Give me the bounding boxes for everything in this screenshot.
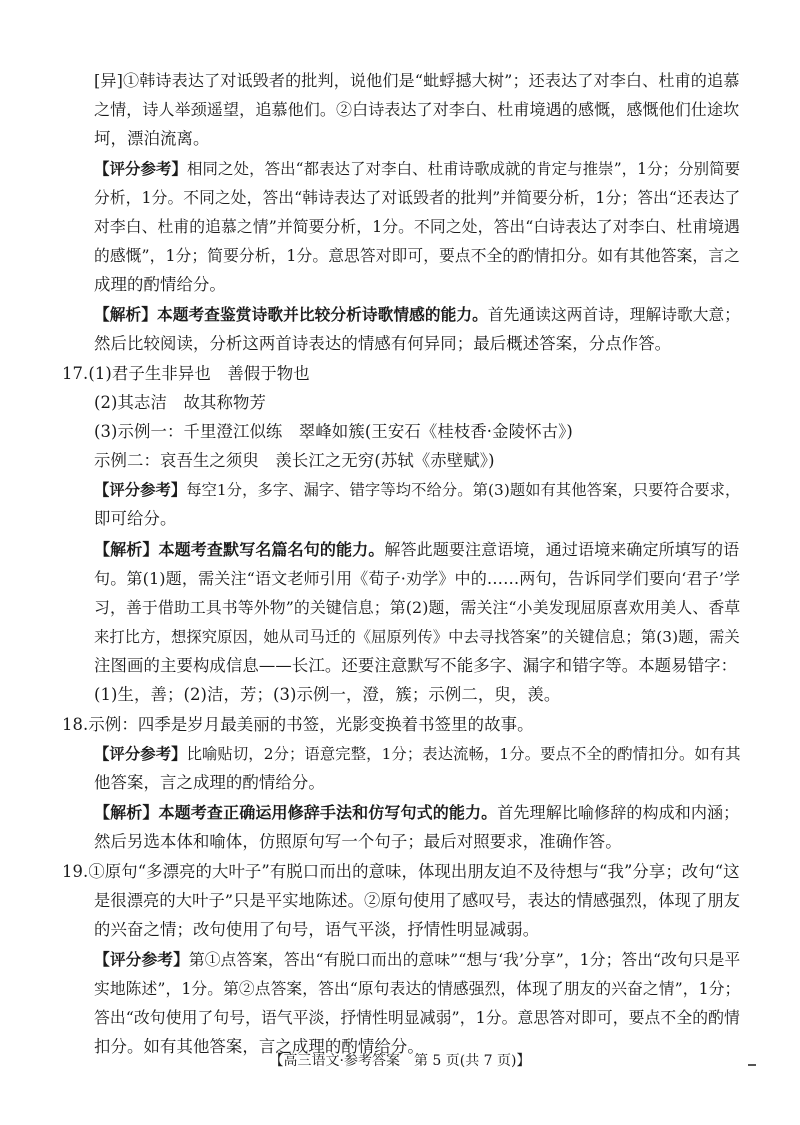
text-line xyxy=(94,509,176,529)
line-text: 坷，漂泊流离。 xyxy=(94,129,210,148)
line-text: 扣分。如有其他答案，言之成理的酌情给分。 xyxy=(94,1037,424,1056)
text-line xyxy=(94,217,740,237)
line-text: 对李白、杜甫的追慕之情”并简要分析，1分。不同之处，答出“白诗表达了对李白、杜甫境遇 xyxy=(94,217,740,236)
line-text: 的感慨”，1分；简要分析，1分。意思答对即可，要点不全的酌情扣分。如有其他答案，言之 xyxy=(94,246,740,265)
emphasis-text: 本题考查默写名篇名句的能力。 xyxy=(158,540,385,559)
text-line xyxy=(94,246,740,266)
text-line xyxy=(94,71,739,91)
text-line xyxy=(94,334,671,354)
section-label: 【评分参考】 xyxy=(94,481,187,499)
line-text: 17.(1)君子生非异也 善假于物也 xyxy=(62,364,310,383)
line-text: 首先通读这两首诗，理解诗歌大意； xyxy=(487,305,741,324)
text-line xyxy=(94,275,226,295)
text-line xyxy=(94,305,740,325)
section-label: 【评分参考】 xyxy=(94,160,188,178)
line-text: 第①点答案，答出“有脱口而出的意味”“想与‘我’分享”，1分；答出“改句只是平 xyxy=(188,950,741,969)
line-text: (2)其志洁 故其称物芳 xyxy=(94,393,266,412)
section-label: 【评分参考】 xyxy=(94,745,187,763)
text-line xyxy=(94,1008,740,1028)
section-label: 【解析】 xyxy=(94,803,159,822)
line-text: 然后另选本体和喻体，仿照原句写一个句子；最后对照要求，准确作答。 xyxy=(94,832,622,851)
line-text: 答出“改句使用了句号，语气平淡，抒情性明显减弱”，1分。意思答对即可，要点不全的酌情 xyxy=(94,1008,740,1027)
line-text: 是很漂亮的大叶子”只是平实地陈述。②原句使用了感叹号，表达的情感强烈，体现了朋友 xyxy=(94,891,741,910)
text-line xyxy=(94,832,622,852)
text-line xyxy=(94,627,740,647)
section-label: 【评分参考】 xyxy=(94,950,189,969)
text-line xyxy=(94,188,740,208)
text-line xyxy=(94,744,741,764)
text-line xyxy=(94,480,740,500)
text-line xyxy=(94,159,740,179)
line-text: 解答此题要注意语境，通过语境来确定所填写的语 xyxy=(384,540,740,559)
text-line xyxy=(94,540,739,560)
text-line xyxy=(94,598,740,618)
line-text: 实地陈述”，1分。第②点答案，答出“原句表达的情感强烈，体现了朋友的兴奋之情”，1分； xyxy=(94,979,741,998)
line-text: 即可给分。 xyxy=(94,509,177,528)
text-line xyxy=(94,100,739,120)
line-text: [异]①韩诗表达了对诋毁者的批判，说他们是“蚍蜉撼大树”；还表达了对李白、杜甫的追慕 xyxy=(94,71,740,90)
text-line xyxy=(94,569,740,589)
text-line xyxy=(94,773,325,793)
text-line xyxy=(94,422,573,442)
line-text: 19.①原句“多漂亮的大叶子”有脱口而出的意味，体现出朋友迫不及待想与“我”分享；改句“这 xyxy=(62,862,740,881)
text-line xyxy=(94,891,740,911)
text-line xyxy=(94,451,495,471)
text-line xyxy=(62,364,310,384)
line-text: 来打比方，想探究原因，她从司马迁的《屈原列传》中去寻找答案”的关键信息；第(3)题，需关 xyxy=(94,628,740,646)
line-text: 然后比较阅读，分析这两首诗表达的情感有何异同；最后概述答案，分点作答。 xyxy=(94,334,672,353)
text-line xyxy=(94,129,209,149)
text-line xyxy=(94,656,737,676)
line-text: (3)示例一：千里澄江似练 翠峰如簇(王安石《桂枝香·金陵怀古》) xyxy=(94,422,573,441)
text-line xyxy=(94,950,740,970)
line-text: 每空1分，多字、漏字、错字等均不给分。第(3)题如有其他答案，只要符合要求， xyxy=(186,481,741,499)
emphasis-text: 本题考查鉴赏诗歌并比较分析诗歌情感的能力。 xyxy=(157,305,488,324)
text-line xyxy=(94,979,740,999)
line-text: 首先理解比喻修辞的构成和内涵； xyxy=(497,803,740,822)
line-text: 分析，1分。不同之处，答出“韩诗表达了对诋毁者的批判”并简要分析，1分；答出“还表达了 xyxy=(94,188,741,207)
page-footer: 【高三语文·参考答案 第 5 页(共 7 页)】 xyxy=(269,1053,531,1069)
text-line xyxy=(94,685,560,705)
text-line xyxy=(94,920,539,940)
line-text: 相同之处，答出“都表达了对李白、杜甫诗歌成就的肯定与推崇”，1分；分别简要 xyxy=(187,160,741,178)
section-label: 【解析】 xyxy=(94,540,159,559)
line-text: 的兴奋之情；改句使用了句号，语气平淡，抒情性明显减弱。 xyxy=(94,920,540,939)
text-line xyxy=(94,393,266,413)
line-text: 他答案，言之成理的酌情给分。 xyxy=(94,773,325,792)
line-text: 比喻贴切，2分；语意完整，1分；表达流畅，1分。要点不全的酌情扣分。如有其 xyxy=(186,745,741,763)
line-text: (1)生，善；(2)洁，芳；(3)示例一，澄，簇；示例二，臾，羡。 xyxy=(94,685,561,704)
line-text: 18.示例：四季是岁月最美丽的书签，光影变换着书签里的故事。 xyxy=(62,715,534,734)
line-text: 示例二：哀吾生之须臾 羡长江之无穷(苏轼《赤壁赋》) xyxy=(94,451,495,470)
line-text: 句。第(1)题，需关注“语文老师引用《荀子·劝学》中的……两句，告诉同学们要向‘君子’学 xyxy=(94,569,741,588)
emphasis-text: 本题考查正确运用修辞手法和仿写句式的能力。 xyxy=(158,803,498,822)
text-line xyxy=(62,715,534,735)
line-text: 注图画的主要构成信息——长江。还要注意默写不能多字、漏字和错字等。本题易错字： xyxy=(94,656,738,675)
text-line xyxy=(94,803,739,823)
text-line xyxy=(62,862,740,882)
line-text: 习，善于借助工具书等外物”的关键信息；第(2)题，需关注“小美发现屈原喜欢用美人、香草 xyxy=(94,598,741,617)
section-label: 【解析】 xyxy=(94,305,158,324)
corner-mark xyxy=(748,1064,756,1066)
line-text: 成理的酌情给分。 xyxy=(94,275,226,294)
line-text: 之情，诗人举颈遥望，追慕他们。②白诗表达了对李白、杜甫境遇的感慨，感慨他们仕途坎 xyxy=(94,100,740,119)
